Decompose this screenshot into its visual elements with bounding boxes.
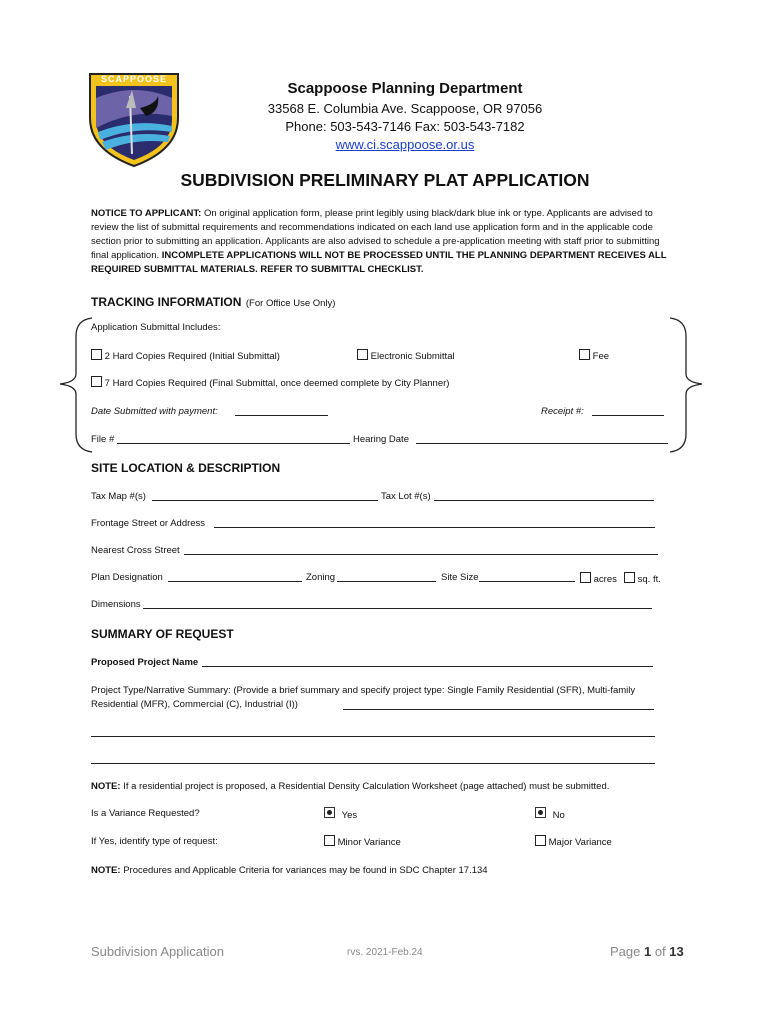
acres-checkbox[interactable] <box>580 572 591 583</box>
receipt-field[interactable] <box>592 404 664 416</box>
acres-label: acres <box>593 574 617 585</box>
narrative-label: Project Type/Narrative Summary: (Provide a brief summary and specify project type: Single Family Residential (SFR), Multi-family Residential (MFR), Commercial (C), Industrial (I)) <box>91 685 636 710</box>
plan-designation-label: Plan Designation <box>91 572 163 583</box>
residential-note-lead: NOTE: <box>91 781 121 792</box>
sqft-checkbox[interactable] <box>624 572 635 583</box>
sqft-label: sq. ft. <box>637 574 661 585</box>
date-submitted-field[interactable] <box>235 404 328 416</box>
narrative-field-1[interactable] <box>343 698 654 710</box>
hearing-date-label: Hearing Date <box>353 434 409 445</box>
dimensions-field[interactable] <box>143 597 652 609</box>
major-variance-checkbox[interactable] <box>535 835 546 846</box>
city-logo <box>86 68 182 168</box>
department-phone: Phone: 503-543-7146 Fax: 503-543-7182 <box>285 119 525 134</box>
department-website-link[interactable]: www.ci.scappoose.or.us <box>335 137 475 152</box>
page-of: of <box>651 944 670 959</box>
tracking-heading: TRACKING INFORMATION <box>91 295 242 309</box>
right-brace <box>668 316 708 456</box>
hard-copies-7-label: 7 Hard Copies Required (Final Submittal, once deemed complete by City Planner) <box>104 378 450 389</box>
page-total: 13 <box>669 944 684 959</box>
tracking-subheading: (For Office Use Only) <box>245 298 336 309</box>
dimensions-label: Dimensions <box>91 599 141 610</box>
variance-no-label: No <box>552 810 565 821</box>
submittal-includes-label: Application Submittal Includes: <box>91 322 221 333</box>
variance-note <box>91 865 488 876</box>
variance-yes-radio[interactable] <box>324 807 335 818</box>
notice-warning: INCOMPLETE APPLICATIONS WILL NOT BE PROCESSED UNTIL THE PLANNING DEPARTMENT RECEIVES ALL REQUIRED SUBMITTAL MATERIALS. REFER TO SUBMITTAL CHECKLIST. <box>91 250 667 275</box>
variance-type-question: If Yes, identify type of request: <box>91 836 218 847</box>
logo-text: SCAPPOOSE <box>100 74 167 84</box>
notice-paragraph <box>91 207 674 277</box>
hard-copies-2-checkbox[interactable] <box>91 349 102 360</box>
project-name-field[interactable] <box>202 655 653 667</box>
page-current: 1 <box>643 944 652 959</box>
form-title: SUBDIVISION PRELIMINARY PLAT APPLICATION <box>180 170 590 190</box>
fee-checkbox[interactable] <box>579 349 590 360</box>
date-submitted-label: Date Submitted with payment: <box>91 406 218 417</box>
hard-copies-2-label: 2 Hard Copies Required (Initial Submittal) <box>104 351 280 362</box>
major-variance-label: Major Variance <box>548 837 612 848</box>
frontage-street-field[interactable] <box>214 516 655 528</box>
department-address: 33568 E. Columbia Ave. Scappoose, OR 97056 <box>267 101 543 116</box>
file-number-label: File # <box>91 434 115 445</box>
notice-lead: NOTICE TO APPLICANT: <box>91 208 202 219</box>
variance-yes-label: Yes <box>341 810 358 821</box>
project-name-label: Proposed Project Name <box>91 657 199 668</box>
frontage-street-label: Frontage Street or Address <box>91 518 206 529</box>
hard-copies-7-checkbox[interactable] <box>91 376 102 387</box>
tax-lot-label: Tax Lot #(s) <box>381 491 431 502</box>
receipt-label: Receipt #: <box>541 406 584 417</box>
narrative-field-3[interactable] <box>91 752 655 764</box>
file-number-field[interactable] <box>117 432 350 444</box>
residential-note <box>91 781 609 792</box>
residential-note-text: If a residential project is proposed, a Residential Density Calculation Worksheet (page attached) must be submitted. <box>120 781 610 792</box>
tax-map-label: Tax Map #(s) <box>91 491 146 502</box>
footer-form-name: Subdivision Application <box>91 944 224 959</box>
electronic-submittal-label: Electronic Submittal <box>370 351 455 362</box>
hearing-date-field[interactable] <box>416 432 668 444</box>
site-size-field[interactable] <box>479 570 575 582</box>
notice-body: On original application form, please print legibly using black/dark blue ink or type. Applicants are advised to review the list of submittal requirements and recommendations indicated on each land use application form and in the applicable code section prior to submitting an application. Applicants are also advised to schedule a pre-application meeting with staff prior to submitting final application. <box>91 208 660 261</box>
summary-heading: SUMMARY OF REQUEST <box>91 627 234 641</box>
variance-no-radio[interactable] <box>535 807 546 818</box>
cross-street-field[interactable] <box>184 543 658 555</box>
tax-lot-field[interactable] <box>434 489 654 501</box>
fee-label: Fee <box>592 351 610 362</box>
left-brace <box>54 316 94 456</box>
variance-note-lead: NOTE: <box>91 865 121 876</box>
variance-note-text: Procedures and Applicable Criteria for variances may be found in SDC Chapter 17.134 <box>120 865 488 876</box>
minor-variance-label: Minor Variance <box>337 837 401 848</box>
plan-designation-field[interactable] <box>168 570 302 582</box>
footer-page-number <box>610 944 684 959</box>
site-size-label: Site Size <box>441 572 479 583</box>
zoning-field[interactable] <box>337 570 436 582</box>
page-prefix: Page <box>610 944 644 959</box>
narrative-field-2[interactable] <box>91 725 655 737</box>
variance-question: Is a Variance Requested? <box>91 808 200 819</box>
site-location-heading: SITE LOCATION & DESCRIPTION <box>91 461 281 475</box>
minor-variance-checkbox[interactable] <box>324 835 335 846</box>
electronic-submittal-checkbox[interactable] <box>357 349 368 360</box>
cross-street-label: Nearest Cross Street <box>91 545 180 556</box>
zoning-label: Zoning <box>306 572 336 583</box>
tax-map-field[interactable] <box>152 489 378 501</box>
footer-revision: rvs. 2021-Feb.24 <box>347 947 423 958</box>
department-name: Scappoose Planning Department <box>287 80 523 97</box>
